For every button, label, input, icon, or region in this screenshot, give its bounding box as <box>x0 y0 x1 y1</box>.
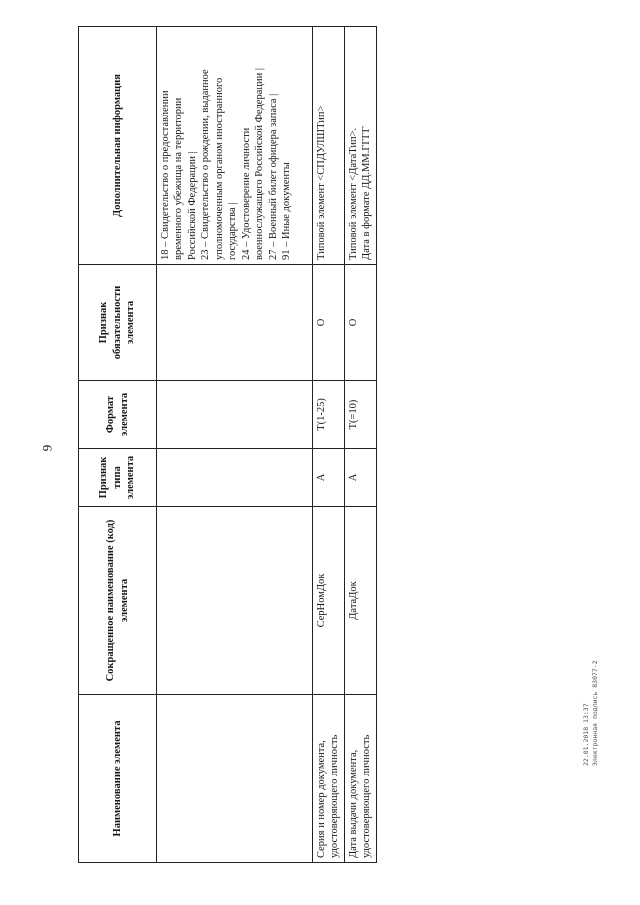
info-line: уполномоченным органом иностранного <box>213 77 225 260</box>
stamp-line: Электронная подпись 83077-2 <box>591 660 599 766</box>
row-type-flag <box>157 449 313 507</box>
elements-table <box>78 26 377 863</box>
row-format: T(1-25) <box>313 381 345 449</box>
row-short-name <box>157 507 313 695</box>
stamp-line: 22.01.2018 13:37 <box>582 703 590 766</box>
info-line: Типовой элемент <ДатаТип>. <box>347 127 359 260</box>
row-required-flag: О <box>313 265 345 381</box>
row-name <box>157 695 313 863</box>
row-type-flag: А <box>313 449 345 507</box>
row-required-flag <box>157 265 313 381</box>
info-line: Российской Федерации | <box>186 151 198 260</box>
info-line: временного убежища на территории <box>173 97 185 260</box>
info-line: Дата в формате ДД.ММ.ГГГГ <box>361 126 373 260</box>
row-required-flag: О <box>344 265 376 381</box>
electronic-signature-stamp <box>582 616 600 766</box>
header-short-name: Сокращенное наименование (код) элемента <box>79 507 157 695</box>
page-number: 9 <box>39 444 55 452</box>
table-header-row <box>79 27 157 863</box>
info-line: 23 – Свидетельство о рождении, выданное <box>200 69 212 260</box>
table-row <box>313 27 345 863</box>
header-format: Формат элемента <box>79 381 157 449</box>
info-line: 91 – Иные документы <box>280 162 292 260</box>
info-line: 24 – Удостоверение личности <box>240 127 252 260</box>
info-line: военнослужащего Российской Федерации | <box>254 68 266 260</box>
row-short-name: СерНомДок <box>313 507 345 695</box>
row-name: Серия и номер документа, удостоверяющего личность <box>313 695 345 863</box>
row-name: Дата выдачи документа, удостоверяющего личность <box>344 695 376 863</box>
row-type-flag: А <box>344 449 376 507</box>
info-line: Типовой элемент <СПДУЛШТип> <box>316 105 327 260</box>
info-line: 18 – Свидетельство о предоставлении <box>160 90 171 260</box>
row-additional-info <box>344 27 376 265</box>
table-row <box>157 27 313 863</box>
header-element-name: Наименование элемента <box>79 695 157 863</box>
header-type-flag: Признак типа элемента <box>79 449 157 507</box>
info-line: государства | <box>227 202 239 260</box>
row-additional-info <box>157 27 313 265</box>
header-additional-info: Дополнительная информация <box>79 27 157 265</box>
row-additional-info <box>313 27 345 265</box>
header-required-flag: Признак обязательности элемента <box>79 265 157 381</box>
table-row <box>344 27 376 863</box>
row-format: T(=10) <box>344 381 376 449</box>
info-line: 27 – Военный билет офицера запаса | <box>267 93 279 260</box>
row-format <box>157 381 313 449</box>
row-short-name: ДатаДок <box>344 507 376 695</box>
